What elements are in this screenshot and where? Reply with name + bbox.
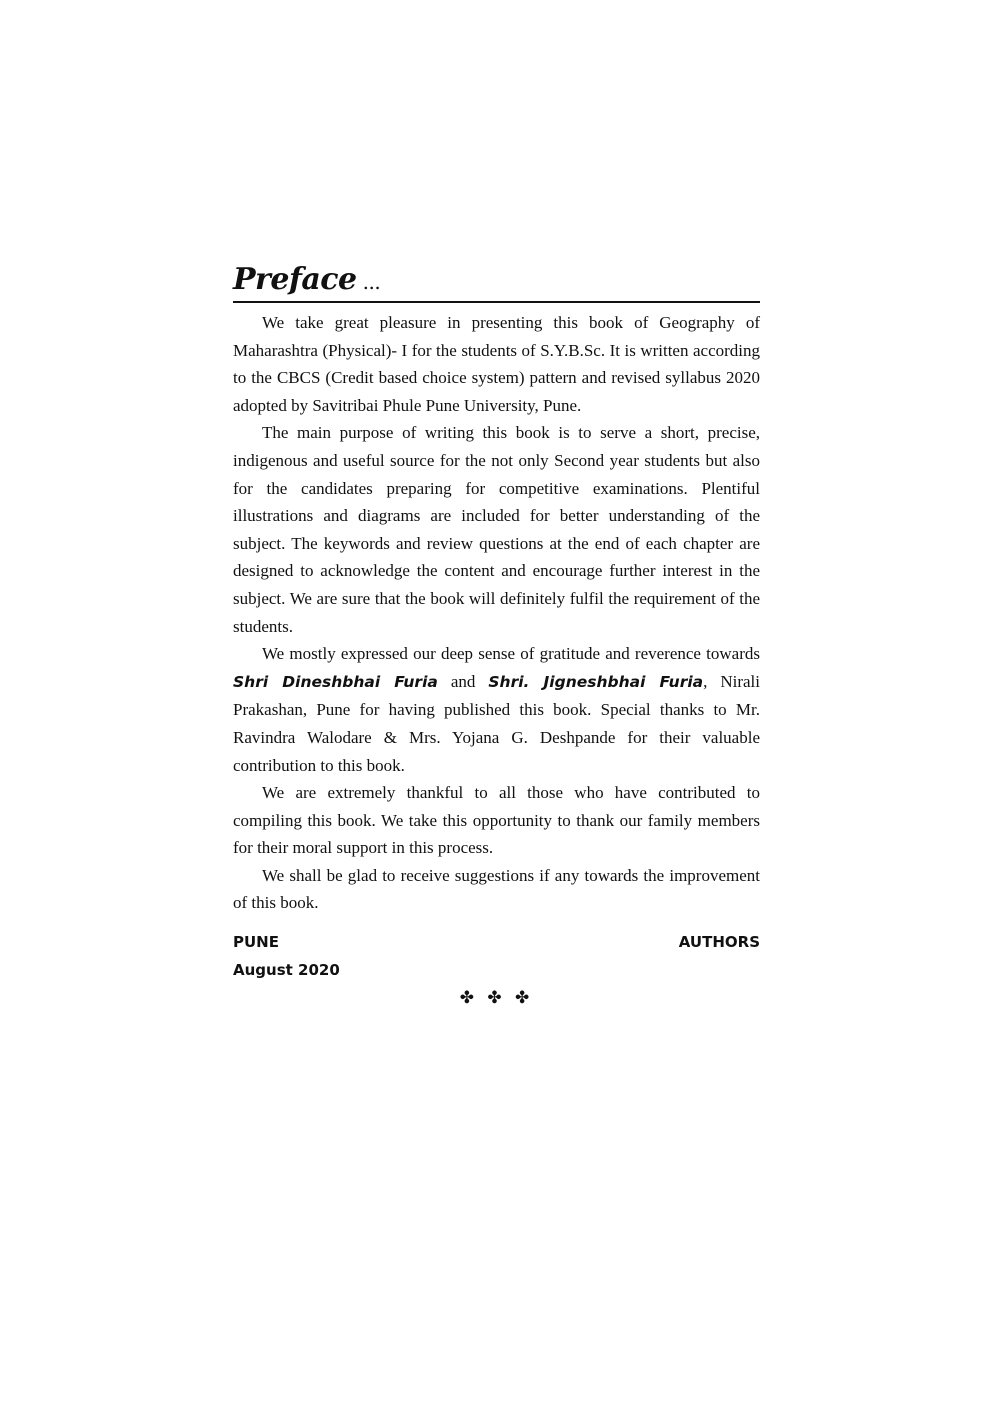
- page-title: [233, 262, 760, 300]
- paragraph-thanks: We are extremely thankful to all those who have contributed to compiling this book. We take this opportunity to thank our family members for their moral support in this process.: [233, 783, 760, 858]
- paragraph-intro: We take great pleasure in presenting this book of Geography of Maharashtra (Physical)- I for the students of S.Y.B.Sc. It is written according to the CBCS (Credit based choice system) pattern and revised syllabus 2020 adopted by Savitribai Phule Pune University, Pune.: [233, 313, 760, 415]
- page-title-text: Preface: [233, 262, 357, 297]
- paragraph-suggestions: We shall be glad to receive suggestions if any towards the improvement of this book.: [233, 865, 760, 913]
- signature-row: [233, 928, 760, 956]
- gratitude-text-1: We mostly expressed our deep sense of gratitude and reverence towards: [262, 644, 760, 664]
- ornament-divider: ✤ ✤ ✤: [459, 988, 534, 1009]
- signature-date-row: [233, 956, 760, 984]
- preface-body: [233, 309, 760, 917]
- gratitude-text-2: and: [437, 671, 489, 691]
- paragraph-purpose: The main purpose of writing this book is to serve a short, precise, indigenous and useful source for the not only Second year students but also for the candidates preparing for competitive examinations. Plentiful illustrations and diagrams are included for better understanding of the subject. The keywords and review questions at the end of each chapter are designed to acknowledge the content and encourage further interest in the subject. We are sure that the book will definitely fulfil the requirement of the students.: [233, 423, 760, 636]
- signature-date: August 2020: [233, 961, 340, 980]
- page-title-ellipsis: ...: [362, 270, 381, 294]
- signature-authors: AUTHORS: [678, 933, 760, 952]
- signature-block: [233, 928, 760, 984]
- publisher-name-2: Shri. Jigneshbhai Furia: [488, 672, 704, 691]
- preface-page: [233, 262, 760, 1008]
- signature-place: PUNE: [233, 933, 279, 952]
- gratitude-text-3: , Nirali Prakashan, Pune for having published this book. Special thanks to Mr. Ravindra Walodare & Mrs. Yojana G. Deshpande for their valuable contribution to this book.: [233, 671, 761, 775]
- paragraph-gratitude: [233, 640, 760, 779]
- publisher-name-1: Shri Dineshbhai Furia: [233, 672, 438, 691]
- title-divider: [233, 301, 760, 303]
